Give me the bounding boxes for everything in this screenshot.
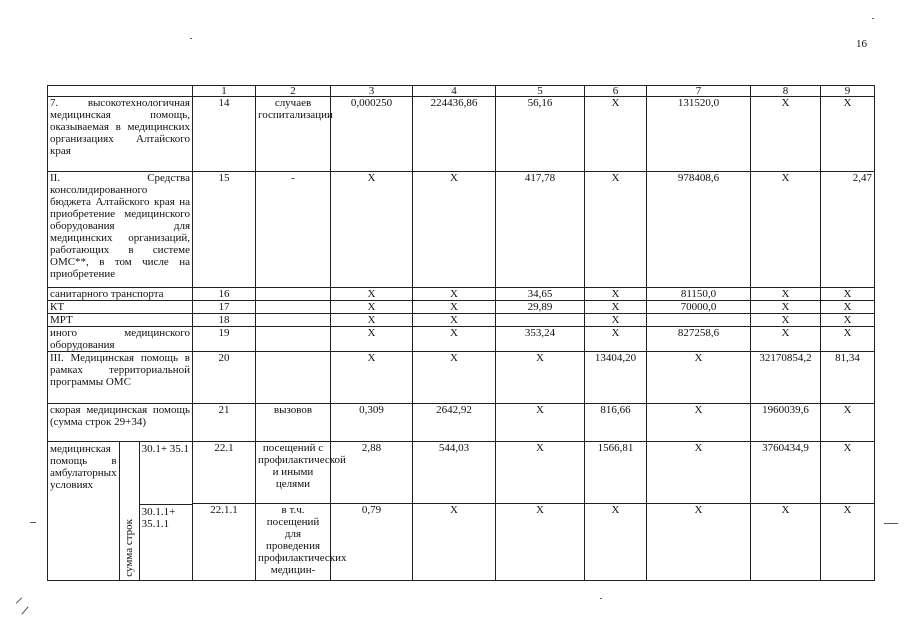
group-vertical-label: сумма строк: [123, 519, 136, 577]
value-cell: X: [821, 314, 875, 327]
unit-cell: в т.ч. посещений для проведения профилактических медицин-: [256, 504, 331, 581]
value-cell: X: [413, 504, 496, 581]
unit-cell: [256, 288, 331, 301]
line-number: 21: [193, 404, 256, 442]
value-cell: 56,16: [496, 97, 585, 172]
value-cell: X: [751, 172, 821, 288]
header-cell: 5: [496, 86, 585, 97]
header-cell: [48, 86, 193, 97]
table-row: [48, 172, 875, 288]
group-lines: 30.1.1+ 35.1.1: [141, 505, 176, 530]
value-cell: [496, 314, 585, 327]
header-cell: 6: [585, 86, 647, 97]
value-cell: 1960039,6: [751, 404, 821, 442]
value-cell: X: [821, 301, 875, 314]
value-cell: 816,66: [585, 404, 647, 442]
table-row: [48, 352, 875, 404]
value-cell: X: [585, 327, 647, 352]
value-cell: 34,65: [496, 288, 585, 301]
table-row: [48, 442, 875, 504]
row-name: 7. высокотехнологичная медицинская помощь, оказываемая в медицинских организациях Алтайского края: [48, 97, 193, 172]
value-cell: X: [413, 288, 496, 301]
value-cell: X: [331, 301, 413, 314]
table-row: [48, 404, 875, 442]
header-row: [48, 86, 875, 97]
value-cell: X: [585, 314, 647, 327]
value-cell: 13404,20: [585, 352, 647, 404]
unit-cell: [256, 301, 331, 314]
table-row: [48, 327, 875, 352]
line-number: 14: [193, 97, 256, 172]
value-cell: X: [821, 327, 875, 352]
unit-cell: вызовов: [256, 404, 331, 442]
value-cell: X: [413, 327, 496, 352]
value-cell: X: [647, 442, 751, 504]
value-cell: 81,34: [821, 352, 875, 404]
value-cell: 32170854,2: [751, 352, 821, 404]
value-cell: 978408,6: [647, 172, 751, 288]
unit-cell: посещений с профилактической и иными целями: [256, 442, 331, 504]
value-cell: X: [585, 301, 647, 314]
value-cell: 0,000250: [331, 97, 413, 172]
value-cell: 1566,81: [585, 442, 647, 504]
line-number: 22.1: [193, 442, 256, 504]
value-cell: 131520,0: [647, 97, 751, 172]
value-cell: 2642,92: [413, 404, 496, 442]
table-row: [48, 301, 875, 314]
line-number: 20: [193, 352, 256, 404]
unit-cell: случаев госпитализации: [256, 97, 331, 172]
line-number: 22.1.1: [193, 504, 256, 581]
value-cell: X: [751, 97, 821, 172]
value-cell: X: [751, 314, 821, 327]
row-name: иного медицинского оборудования: [48, 327, 193, 352]
line-number: 15: [193, 172, 256, 288]
value-cell: X: [585, 288, 647, 301]
header-cell: 8: [751, 86, 821, 97]
row-name: МРТ: [48, 314, 193, 327]
value-cell: 353,24: [496, 327, 585, 352]
value-cell: 81150,0: [647, 288, 751, 301]
value-cell: [647, 314, 751, 327]
line-number: 19: [193, 327, 256, 352]
value-cell: 0,79: [331, 504, 413, 581]
value-cell: X: [331, 352, 413, 404]
header-cell: 2: [256, 86, 331, 97]
value-cell: 0,309: [331, 404, 413, 442]
value-cell: X: [585, 504, 647, 581]
value-cell: 827258,6: [647, 327, 751, 352]
value-cell: X: [821, 404, 875, 442]
value-cell: X: [496, 504, 585, 581]
value-cell: X: [331, 327, 413, 352]
header-cell: 1: [193, 86, 256, 97]
value-cell: X: [647, 352, 751, 404]
value-cell: X: [647, 504, 751, 581]
header-cell: 7: [647, 86, 751, 97]
value-cell: 417,78: [496, 172, 585, 288]
value-cell: 2,47: [821, 172, 875, 288]
line-number: 16: [193, 288, 256, 301]
data-table: [47, 85, 875, 581]
header-cell: 3: [331, 86, 413, 97]
group-lines: 30.1+ 35.1: [139, 442, 192, 504]
unit-cell: [256, 327, 331, 352]
line-number: 17: [193, 301, 256, 314]
value-cell: X: [496, 442, 585, 504]
value-cell: 2,88: [331, 442, 413, 504]
value-cell: X: [751, 504, 821, 581]
value-cell: X: [496, 404, 585, 442]
group-cell: [48, 442, 193, 581]
value-cell: X: [331, 172, 413, 288]
value-cell: X: [413, 301, 496, 314]
row-name: КТ: [48, 301, 193, 314]
table-row: [48, 288, 875, 301]
group-vertical-cell: [119, 442, 139, 580]
row-name: III. Медицинская помощь в рамках территориальной программы ОМС: [48, 352, 193, 404]
value-cell: X: [331, 314, 413, 327]
value-cell: X: [413, 314, 496, 327]
value-cell: X: [821, 288, 875, 301]
unit-cell: [256, 352, 331, 404]
page-number: 16: [856, 38, 867, 50]
value-cell: 224436,86: [413, 97, 496, 172]
value-cell: X: [496, 352, 585, 404]
value-cell: X: [751, 301, 821, 314]
group-label: медицинская помощь в амбулаторных условиях: [48, 442, 119, 580]
value-cell: X: [585, 97, 647, 172]
table-row: [48, 314, 875, 327]
row-name: скорая медицинская помощь (сумма строк 29+34): [48, 404, 193, 442]
table-row: [48, 97, 875, 172]
header-cell: 4: [413, 86, 496, 97]
value-cell: X: [751, 288, 821, 301]
value-cell: 3760434,9: [751, 442, 821, 504]
value-cell: 544,03: [413, 442, 496, 504]
header-cell: 9: [821, 86, 875, 97]
value-cell: 70000,0: [647, 301, 751, 314]
value-cell: X: [331, 288, 413, 301]
value-cell: X: [413, 352, 496, 404]
value-cell: X: [821, 504, 875, 581]
value-cell: X: [413, 172, 496, 288]
line-number: 18: [193, 314, 256, 327]
row-name: II. Средства консолидированного бюджета Алтайского края на приобретение медицинского оборудования для медицинских организаций, работающих в системе ОМС**, в том числе на приобретение: [48, 172, 193, 288]
row-name: санитарного транспорта: [48, 288, 193, 301]
value-cell: X: [821, 97, 875, 172]
value-cell: X: [585, 172, 647, 288]
unit-cell: [256, 314, 331, 327]
value-cell: X: [647, 404, 751, 442]
unit-cell: -: [256, 172, 331, 288]
value-cell: X: [751, 327, 821, 352]
value-cell: 29,89: [496, 301, 585, 314]
value-cell: X: [821, 442, 875, 504]
